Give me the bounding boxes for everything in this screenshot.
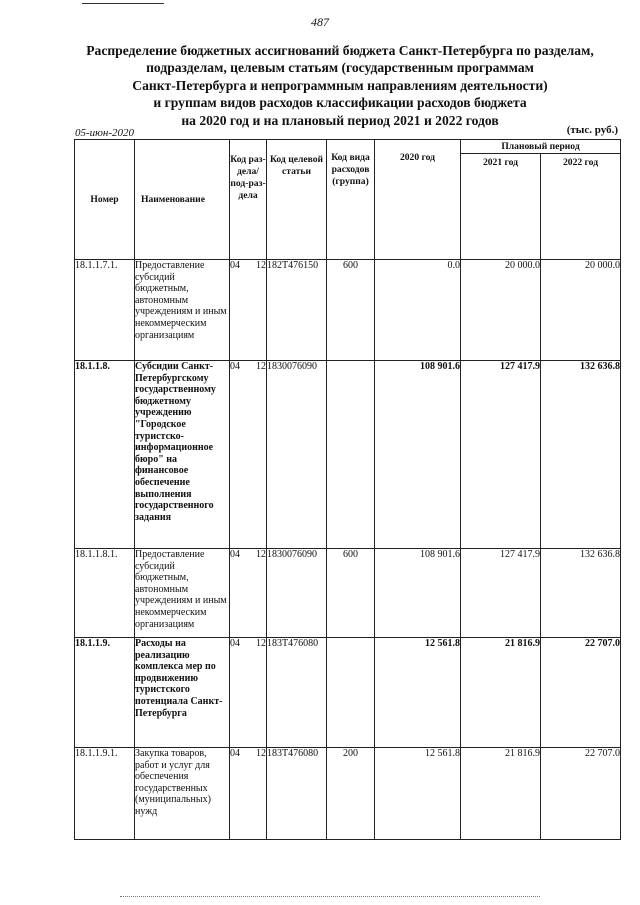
title-line-4: и группам видов расходов классификации расходов бюджета — [153, 95, 527, 111]
table-row — [75, 748, 621, 840]
row-target-code: 182Т476150 — [267, 260, 327, 361]
bottom-rule — [120, 896, 540, 897]
document-title — [60, 42, 620, 129]
row-section-code — [230, 260, 267, 361]
row-name: Предоставление субсидий бюджетным, автономным учреждениям и иным некоммерческим организациям — [135, 260, 230, 361]
razdel: 04 — [230, 748, 240, 759]
podrazdel: 12 — [256, 361, 266, 372]
header-type-code: Код вида расходов (группа) — [327, 140, 375, 260]
units-label: (тыс. руб.) — [566, 124, 618, 136]
row-section-code — [230, 748, 267, 840]
header-section-code: Код раз-дела/ под-раз-дела — [230, 140, 267, 260]
row-amount-2020: 0.0 — [375, 260, 461, 361]
budget-table — [74, 139, 621, 840]
row-section-code — [230, 549, 267, 638]
row-amount-2021: 21 816.9 — [461, 638, 541, 748]
header-number: Номер — [75, 140, 135, 260]
row-amount-2020: 12 561.8 — [375, 638, 461, 748]
row-amount-2022: 132 636.8 — [541, 549, 621, 638]
row-number: 18.1.1.8.1. — [75, 549, 135, 638]
header-2021: 2021 год — [461, 154, 541, 260]
row-type-code: 600 — [327, 260, 375, 361]
row-amount-2021: 127 417.9 — [461, 549, 541, 638]
row-type-code: 200 — [327, 748, 375, 840]
table-row — [75, 549, 621, 638]
row-type-code — [327, 638, 375, 748]
table-row — [75, 638, 621, 748]
title-line-2: подразделам, целевым статьям (государственным программам — [146, 60, 534, 76]
row-number: 18.1.1.7.1. — [75, 260, 135, 361]
header-planned-period: Плановый период — [461, 140, 621, 154]
row-number: 18.1.1.8. — [75, 361, 135, 549]
row-amount-2022: 132 636.8 — [541, 361, 621, 549]
podrazdel: 12 — [256, 260, 266, 271]
podrazdel: 12 — [256, 638, 266, 649]
row-amount-2020: 108 901.6 — [375, 361, 461, 549]
table-row — [75, 260, 621, 361]
row-name: Предоставление субсидий бюджетным, автономным учреждениям и иным некоммерческим организациям — [135, 549, 230, 638]
row-amount-2020: 108 901.6 — [375, 549, 461, 638]
row-name: Закупка товаров, работ и услуг для обеспечения государственных (муниципальных) нужд — [135, 748, 230, 840]
title-line-1: Распределение бюджетных ассигнований бюджета Санкт-Петербурга по разделам, — [86, 43, 594, 58]
razdel: 04 — [230, 638, 240, 649]
page-number: 487 — [311, 15, 329, 29]
row-number: 18.1.1.9.1. — [75, 748, 135, 840]
row-number: 18.1.1.9. — [75, 638, 135, 748]
title-line-3: Санкт-Петербурга и непрограммным направлениям деятельности) — [132, 77, 548, 93]
podrazdel: 12 — [256, 549, 266, 560]
header-name: Наименование — [135, 140, 230, 260]
row-type-code: 600 — [327, 549, 375, 638]
row-target-code: 1830076090 — [267, 361, 327, 549]
razdel: 04 — [230, 260, 240, 271]
row-section-code — [230, 638, 267, 748]
row-target-code: 183Т476080 — [267, 748, 327, 840]
row-name: Расходы на реализацию комплекса мер по продвижению туристского потенциала Санкт-Петербурга — [135, 638, 230, 748]
document-date: 05-июн-2020 — [75, 127, 135, 139]
row-name: Субсидии Санкт-Петербургскому государственному бюджетному учреждению "Городское туристско-информационное бюро" на финансовое обеспечение выполнения государственного задания — [135, 361, 230, 549]
razdel: 04 — [230, 549, 240, 560]
header-2022: 2022 год — [541, 154, 621, 260]
row-type-code — [327, 361, 375, 549]
row-amount-2021: 127 417.9 — [461, 361, 541, 549]
row-amount-2021: 20 000.0 — [461, 260, 541, 361]
row-amount-2020: 12 561.8 — [375, 748, 461, 840]
row-amount-2022: 20 000.0 — [541, 260, 621, 361]
row-amount-2022: 22 707.0 — [541, 748, 621, 840]
title-line-5: на 2020 год и на плановый период 2021 и 2022 годов — [181, 112, 499, 128]
row-target-code: 183Т476080 — [267, 638, 327, 748]
razdel: 04 — [230, 361, 240, 372]
table-row — [75, 361, 621, 549]
header-target-code: Код целевой статьи — [267, 140, 327, 260]
row-amount-2022: 22 707.0 — [541, 638, 621, 748]
header-2020: 2020 год — [375, 140, 461, 260]
row-target-code: 1830076090 — [267, 549, 327, 638]
row-amount-2021: 21 816.9 — [461, 748, 541, 840]
row-section-code — [230, 361, 267, 549]
podrazdel: 12 — [256, 748, 266, 759]
top-rule — [82, 3, 164, 4]
